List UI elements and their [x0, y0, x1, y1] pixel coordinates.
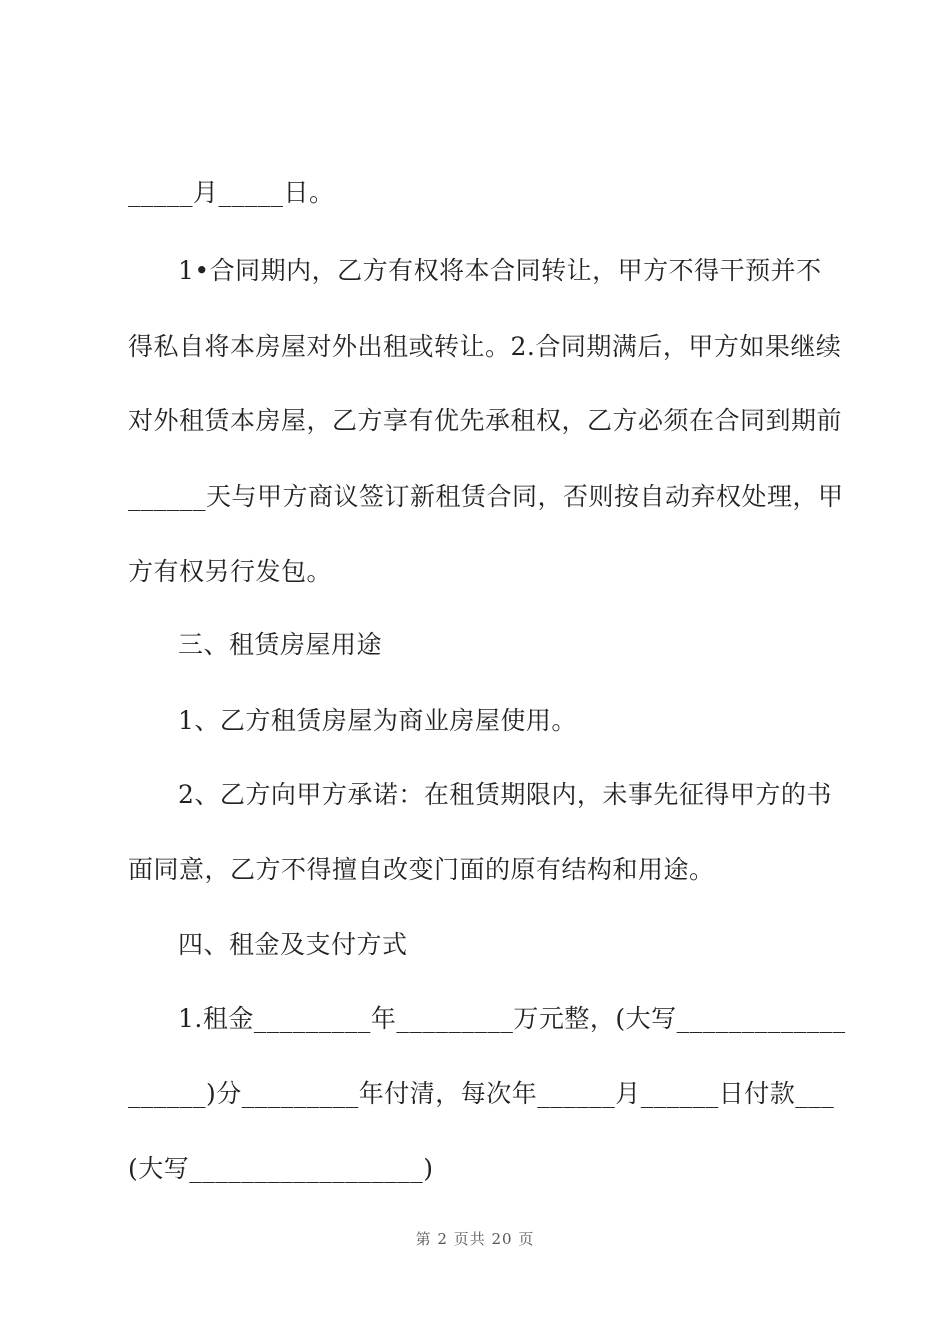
text-line: 2、乙方向甲方承诺：在租赁期限内，未事先征得甲方的书: [178, 780, 832, 809]
text-line: 1•合同期内，乙方有权将本合同转让，甲方不得干预并不: [178, 256, 822, 285]
text-line: (大写__________________): [128, 1154, 434, 1183]
text-line: 对外租赁本房屋，乙方享有优先承租权，乙方必须在合同到期前: [128, 406, 843, 435]
page-number-footer: 第 2 页共 20 页: [415, 1230, 535, 1248]
text-line: ______)分_________年付清，每次年______月______日付款___: [128, 1079, 835, 1108]
text-line: 方有权另行发包。: [128, 557, 333, 586]
text-line: 1.租金_________年_________万元整，(大写_____________: [178, 1004, 846, 1033]
section-heading: 三、租赁房屋用途: [178, 630, 383, 659]
section-heading: 四、租金及支付方式: [178, 930, 408, 959]
text-line: 面同意，乙方不得擅自改变门面的原有结构和用途。: [128, 855, 715, 884]
text-line: 得私自将本房屋对外出租或转让。2.合同期满后，甲方如果继续: [128, 332, 842, 361]
text-line: ______天与甲方商议签订新租赁合同，否则按自动弃权处理，甲: [128, 482, 844, 511]
text-line: 1、乙方租赁房屋为商业房屋使用。: [178, 706, 577, 735]
text-line: _____月_____日。: [128, 178, 335, 207]
